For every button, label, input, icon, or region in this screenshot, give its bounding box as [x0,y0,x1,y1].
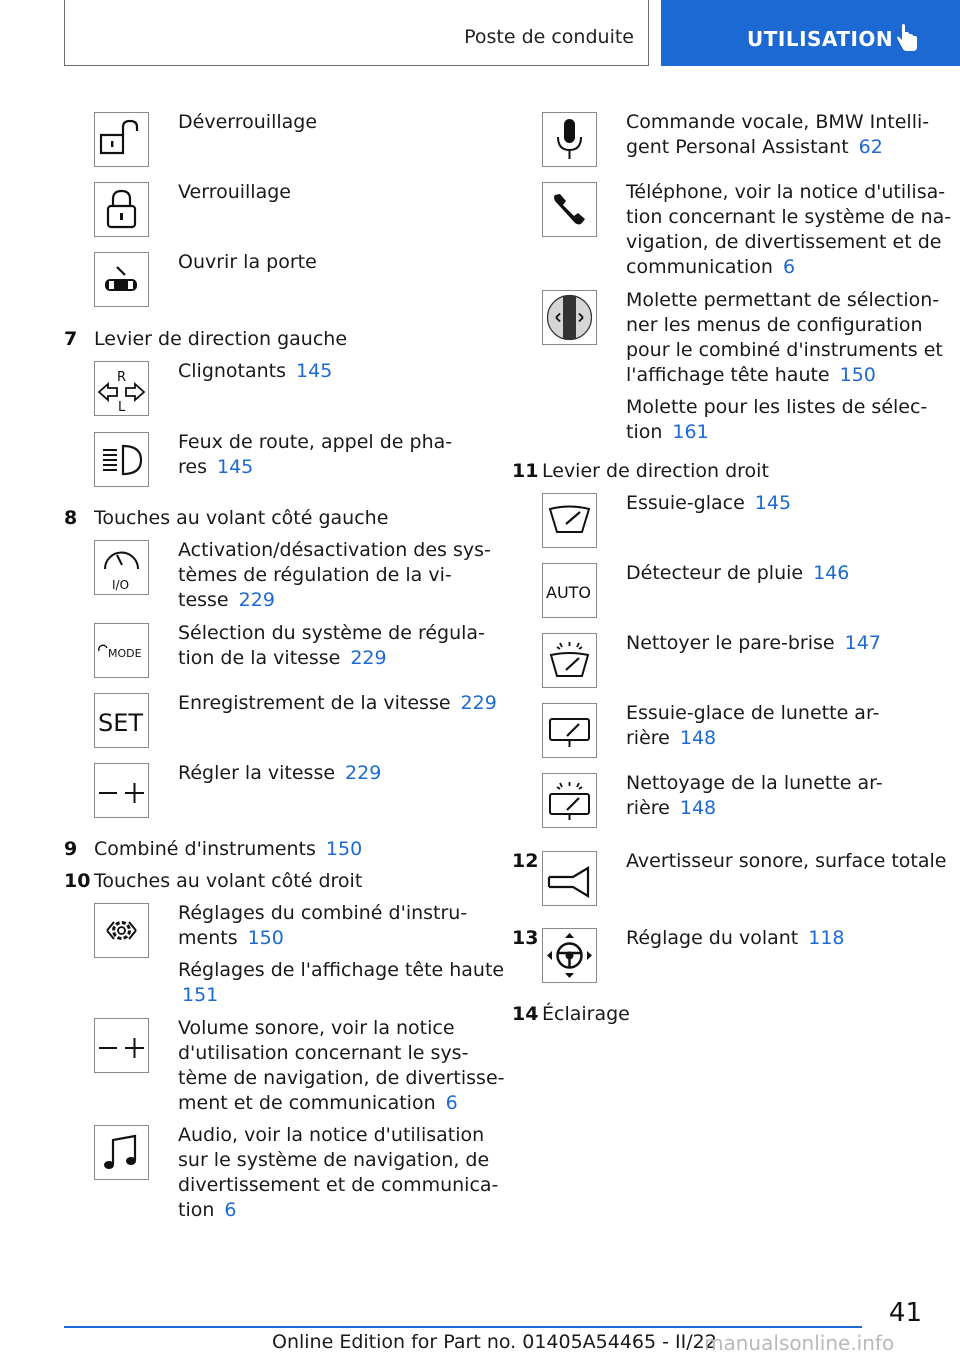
page-ref-link[interactable]: 161 [672,421,709,443]
microphone-icon [542,112,597,167]
header-chapter-tab [661,0,960,66]
header-chapter-title: UTILISATION [747,27,894,51]
set-glyph: SET [98,709,144,737]
lock-label: Verrouillage [178,181,291,203]
item-number-8: 8 [64,507,78,529]
rear-wiper-icon [542,703,597,758]
page-ref-link[interactable]: 151 [182,984,219,1006]
phone-icon [542,182,597,237]
item-number-12: 12 [512,850,539,872]
minus-plus-icon [94,1018,149,1073]
header-section-box [64,0,649,66]
page-ref-link[interactable]: 62 [858,136,883,158]
auto-icon [542,563,597,618]
wiper-label: Essuie-glace 145 [626,492,792,514]
thumbwheel-icon [542,290,597,345]
steering-adjust-label: Réglage du volant 118 [626,927,845,949]
item-9-title: Combiné d'instruments 150 [94,838,363,860]
pointing-hand-icon [894,24,920,52]
lock-icon [94,182,149,237]
voice-command-label: Commande vocale, BMW Intelli- gent Personal Assistant 62 [626,111,930,158]
car-door-open-icon [94,252,149,307]
turn-signals-label: Clignotants 145 [178,360,333,382]
watermark-text: manualsonline.info [704,1331,895,1355]
mode-glyph: MODE [108,647,142,660]
rear-wiper-label: Essuie-glace de lunette ar- rière 148 [626,702,880,749]
page-ref-link[interactable]: 229 [460,692,497,714]
high-beam-icon [94,432,149,487]
page-ref-link[interactable]: 118 [808,927,845,949]
page-ref-link[interactable]: 147 [844,632,881,654]
adjust-speed-label: Régler la vitesse 229 [178,762,382,784]
minus-plus-icon [94,763,149,818]
item-number-14: 14 [512,1003,539,1025]
onoff-glyph: I/O [112,578,130,592]
audio-label: Audio, voir la notice d'utilisation sur le système de navigation, de divertissement et de communica- tion 6 [178,1124,499,1221]
page-ref-link[interactable]: 229 [345,762,382,784]
washer-label: Nettoyer le pare-brise 147 [626,632,881,654]
page-ref-link[interactable]: 148 [679,797,717,819]
signal-l-glyph: L [118,400,126,415]
cruise-mode-label: Sélection du système de régula- tion de la vitesse 229 [178,622,485,669]
cruise-on-off-label: Activation/désactivation des sys- tèmes de régulation de la vi- tesse 229 [178,539,491,611]
open-door-label: Ouvrir la porte [178,251,317,273]
page-ref-link[interactable]: 6 [782,256,796,278]
item-14-title: Éclairage [542,1003,630,1025]
page-ref-link[interactable]: 6 [224,1199,237,1221]
item-7-title: Levier de direction gauche [94,328,348,350]
set-icon [94,693,149,748]
cluster-settings-label: Réglages du combiné d'instru- ments 150 Réglages de l'affichage tête haute 151 [178,902,505,1006]
page-number: 41 [888,1298,922,1328]
item-number-11: 11 [512,460,539,482]
auto-glyph: AUTO [546,583,592,602]
volume-label: Volume sonore, voir la notice d'utilisation concernant le sys- tème de navigation, de divertisse- ment et de communication 6 [178,1017,505,1114]
horn-label: Avertisseur sonore, surface totale [626,850,947,872]
thumbwheel-label: Molette permettant de sélection- ner les menus de configuration pour le combiné d'instruments et l'affichage tête haute 150 Molette pour les listes de sélec- tion 161 [626,289,943,443]
horn-icon [542,851,597,906]
item-number-13: 13 [512,927,539,949]
phone-label: Téléphone, voir la notice d'utilisa- tion concernant le système de na- vigation, de divertissement et de communication 6 [626,181,952,278]
wiper-icon [542,493,597,548]
page-ref-link[interactable]: 146 [813,562,850,584]
page-ref-link[interactable]: 145 [296,360,333,382]
rain-sensor-label: Détecteur de pluie 146 [626,562,850,584]
item-11-title: Levier de direction droit [542,460,769,482]
cruise-on-off-icon [94,540,149,595]
item-8-title: Touches au volant côté gauche [94,507,389,529]
page-ref-link[interactable]: 145 [754,492,792,514]
page-ref-link[interactable]: 148 [679,727,717,749]
cruise-mode-icon [94,623,149,678]
page-ref-link[interactable]: 150 [839,364,876,386]
washer-icon [542,633,597,688]
music-note-icon [94,1125,149,1180]
page-ref-link[interactable]: 229 [238,589,275,611]
header-section-title: Poste de conduite [464,26,634,48]
rear-washer-icon [542,773,597,828]
page-ref-link[interactable]: 145 [216,456,254,478]
item-number-10: 10 [64,870,91,892]
unlock-icon [94,112,149,167]
page-ref-link[interactable]: 150 [247,927,284,949]
item-10-title: Touches au volant côté droit [94,870,363,892]
page-ref-link[interactable]: 229 [350,647,387,669]
set-speed-label: Enregistrement de la vitesse 229 [178,692,497,714]
item-number-7: 7 [64,328,78,350]
page-ref-link[interactable]: 150 [325,838,363,860]
footer-edition: Online Edition for Part no. 01405A54465 - II/22 [272,1331,717,1353]
steering-adjust-icon [542,928,597,983]
page-ref-link[interactable]: 6 [445,1092,458,1114]
signal-r-glyph: R [117,370,127,385]
item-number-9: 9 [64,838,78,860]
unlock-label: Déverrouillage [178,111,318,133]
settings-gear-icon [94,903,149,958]
high-beam-label: Feux de route, appel de pha- res 145 [178,431,453,478]
footer-divider [64,1326,862,1328]
rear-washer-label: Nettoyage de la lunette ar- rière 148 [626,772,883,819]
turn-signal-icon [94,361,149,416]
